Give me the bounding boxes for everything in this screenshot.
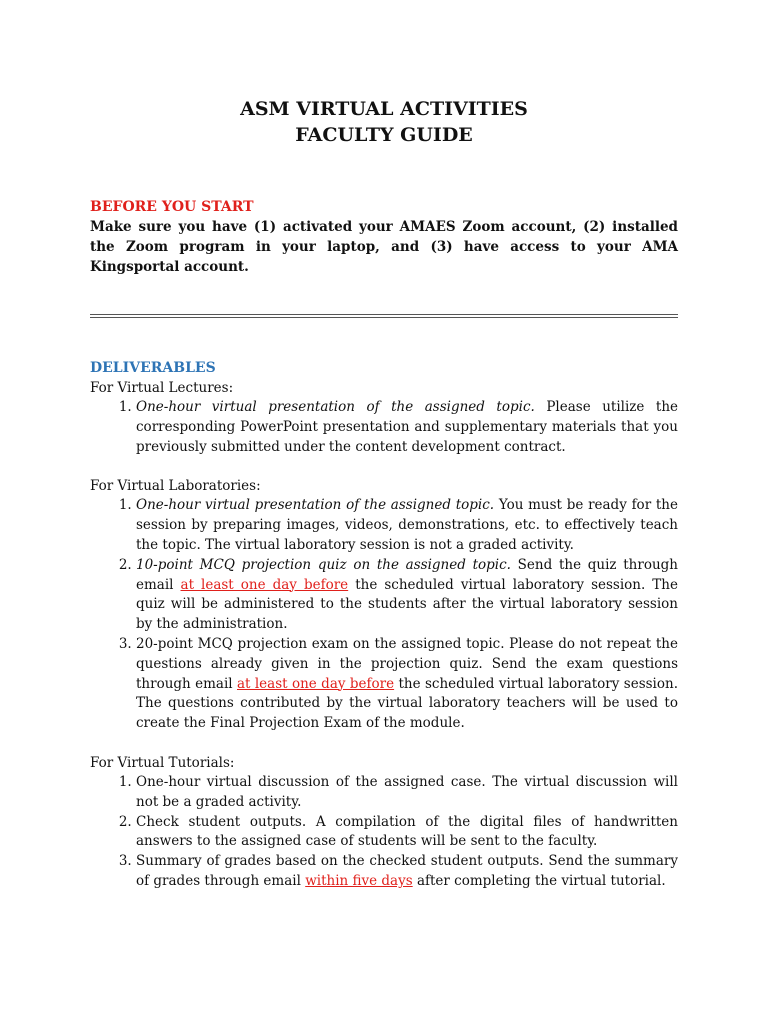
- virtual-laboratories-list: [90, 496, 678, 734]
- title-line-1: ASM VIRTUAL ACTIVITIES: [240, 98, 528, 120]
- list-item: 2. 10-point MCQ projection quiz on the assigned topic. Send the quiz through email at least one day before the scheduled virtual laboratory session. The quiz will be administered to the students after the virtual laboratory session by the administration.: [136, 556, 678, 635]
- virtual-lectures-label: For Virtual Lectures:: [90, 380, 234, 396]
- deadline-highlight: within five days: [305, 872, 413, 889]
- list-item: 3. 20-point MCQ projection exam on the assigned topic. Please do not repeat the questions already given in the projection quiz. Send the exam questions through email at least one day before the scheduled virtual laboratory session. The questions contributed by the virtual laboratory teachers will be used to create the Final Projection Exam of the module.: [136, 635, 678, 734]
- section-divider: [90, 314, 678, 318]
- document-title: [0, 96, 768, 148]
- before-you-start-section: [90, 197, 678, 277]
- list-item: 1. One-hour virtual presentation of the assigned topic. Please utilize the corresponding PowerPoint presentation and supplementary materials that you previously submitted under the content development contract.: [136, 398, 678, 457]
- title-line-2: FACULTY GUIDE: [295, 124, 473, 146]
- virtual-lectures-list: [90, 398, 678, 457]
- list-item: 3. Summary of grades based on the checked student outputs. Send the summary of grades through email within five days after completing the virtual tutorial.: [136, 852, 678, 892]
- deliverables-heading: DELIVERABLES: [90, 360, 216, 376]
- before-you-start-heading: BEFORE YOU START: [90, 199, 254, 215]
- virtual-laboratories-label: For Virtual Laboratories:: [90, 478, 261, 495]
- virtual-tutorials-label: For Virtual Tutorials:: [90, 754, 235, 771]
- list-item: 1. One-hour virtual discussion of the assigned case. The virtual discussion will not be a graded activity.: [136, 773, 678, 813]
- deadline-highlight: at least one day before: [180, 576, 349, 593]
- list-item: 2. Check student outputs. A compilation of the digital files of handwritten answers to the assigned case of students will be sent to the faculty.: [136, 813, 678, 853]
- before-you-start-text: Make sure you have (1) activated your AMAES Zoom account, (2) installed the Zoom program in your laptop, and (3) have access to your AMA Kingsportal account.: [90, 219, 678, 275]
- virtual-tutorials-list: [90, 773, 678, 892]
- list-item: 1. One-hour virtual presentation of the assigned topic. You must be ready for the session by preparing images, videos, demonstrations, etc. to effectively teach the topic. The virtual laboratory session is not a graded activity.: [136, 496, 678, 555]
- deliverables-section: [90, 358, 678, 892]
- deadline-highlight: at least one day before: [237, 675, 395, 692]
